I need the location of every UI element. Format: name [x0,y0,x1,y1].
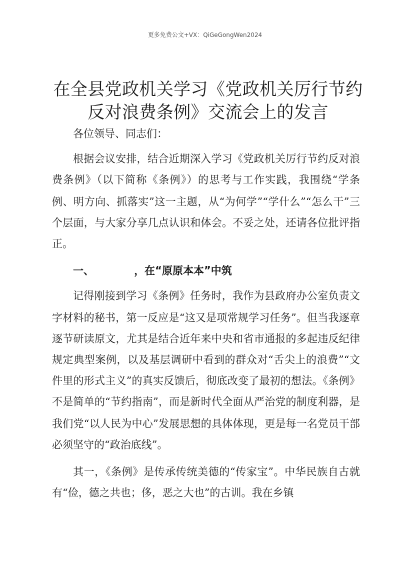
section-number: 一、 [73,265,94,278]
intro-paragraph: 根据会议安排，结合近期深入学习《党政机关厉行节约反对浪费条例》（以下简称《条例》）的思考与工作实践，我围绕“学条例、明方向、抓落实”这一主题，从“为何学”“学什么”“怎么干”三个层面，与大家分享几点认识和体会。不妥之处，还请各位批评指正。 [52,153,360,251]
watermark: 更多免费公文+VX：QiGeGongWen2024 [147,32,263,39]
section-heading-text: ，在“原原本本”中筑 [134,265,232,278]
document-body [52,124,360,504]
section-heading-1 [52,261,360,282]
body-paragraph-1: 记得刚接到学习《条例》任务时，我作为县政府办公室负责文字材料的秘书，第一反应是“这又是项常规学习任务”。但当我逐章逐节研读原文，尤其是结合近年来中央和省市通报的多起违反纪律规定典型案例，以及基层调研中看到的群众对“舌尖上的浪费”“文件里的形式主义”的真实反馈后，彻底改变了最初的想法。《条例》不是简单的“节约指南”，而是新时代全面从严治党的制度利器，是我们党“以人民为中心”发展思想的具体体现，更是每一名党员干部必须坚守的“政治底线”。 [52,290,360,451]
salutation: 各位领导、同志们： [73,128,168,140]
body-paragraph-2: 其一，《条例》是传承传统美德的“传家宝”。中华民族自古就有“俭，德之共也；侈，恶之大也”的古训。我在乡镇 [52,466,360,500]
document-title: 在全县党政机关学习《党政机关厉行节约反对浪费条例》交流会上的发言 [53,80,363,123]
